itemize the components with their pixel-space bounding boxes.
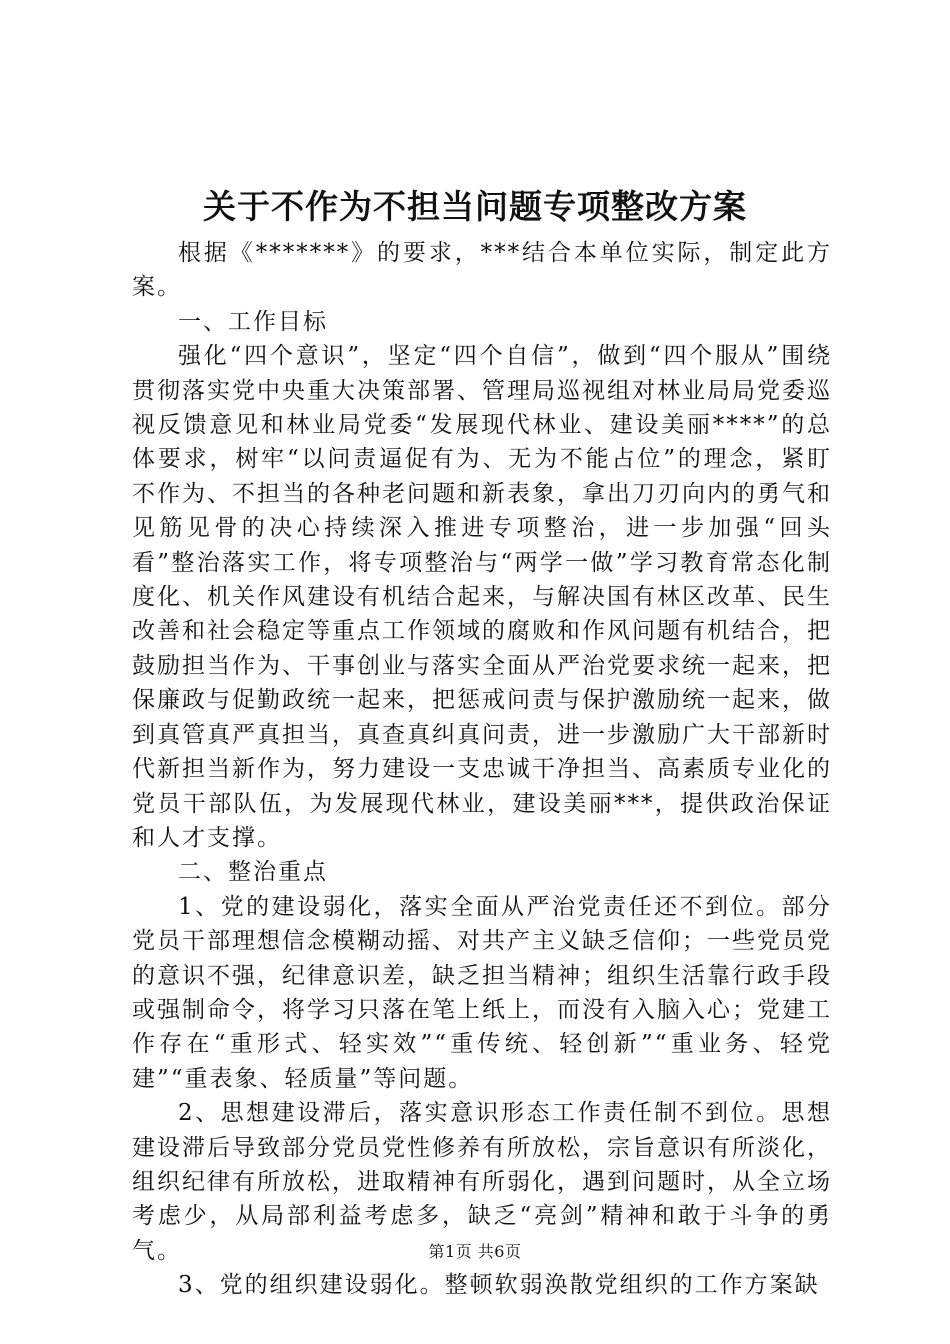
intro-paragraph: 根据《*******》的要求，***结合本单位实际，制定此方案。 — [132, 240, 832, 301]
focus-item-1: 1、党的建设弱化，落实全面从严治党责任还不到位。部分党员干部理想信念模糊动摇、对共产主义缺乏信仰；一些党员党的意识不强，纪律意识差，缺乏担当精神；组织生活靠行政手段或强制命令，将学习只落在笔上纸上，而没有入脑入心；党建工作存在“重形式、轻实效”“重传统、轻创新”“重业务、轻党建”“重表象、轻质量”等问题。 — [132, 893, 832, 1092]
focus-item-3: 3、党的组织建设弱化。整顿软弱涣散党组织的工作方案缺 — [178, 1272, 820, 1299]
section-heading-focus: 二、整治重点 — [178, 859, 328, 886]
document-title: 关于不作为不担当问题专项整改方案 — [203, 187, 747, 226]
page-number-footer: 第1页 共6页 — [428, 1242, 522, 1261]
section-heading-goals: 一、工作目标 — [178, 308, 328, 335]
focus-item-2: 2、思想建设滞后，落实意识形态工作责任制不到位。思想建设滞后导致部分党员党性修养有所放松，宗旨意识有所淡化，组织纪律有所放松，进取精神有所弱化，遇到问题时，从全立场考虑少，从局部利益考虑多，缺乏“亮剑”精神和敢于斗争的勇气。 — [132, 1100, 832, 1264]
goals-paragraph: 强化“四个意识”，坚定“四个自信”，做到“四个服从”围绕贯彻落实党中央重大决策部署、管理局巡视组对林业局局党委巡视反馈意见和林业局党委“发展现代林业、建设美丽****”的总体要求，树牢“以问责逼促有为、无为不能占位”的理念，紧盯不作为、不担当的各种老问题和新表象，拿出刀刃向内的勇气和见筋见骨的决心持续深入推进专项整治，进一步加强“回头看”整治落实工作，将专项整治与“两学一做”学习教育常态化制度化、机关作风建设有机结合起来，与解决国有林区改革、民生改善和社会稳定等重点工作领域的腐败和作风问题有机结合，把鼓励担当作为、干事创业与落实全面从严治党要求统一起来，把保廉政与促勤政统一起来，把惩戒问责与保护激励统一起来，做到真管真严真担当，真查真纠真问责，进一步激励广大干部新时代新担当新作为，努力建设一支忠诚干净担当、高素质专业化的党员干部队伍，为发展现代林业，建设美丽***，提供政治保证和人才支撑。 — [132, 343, 832, 851]
document-body — [132, 236, 832, 1303]
